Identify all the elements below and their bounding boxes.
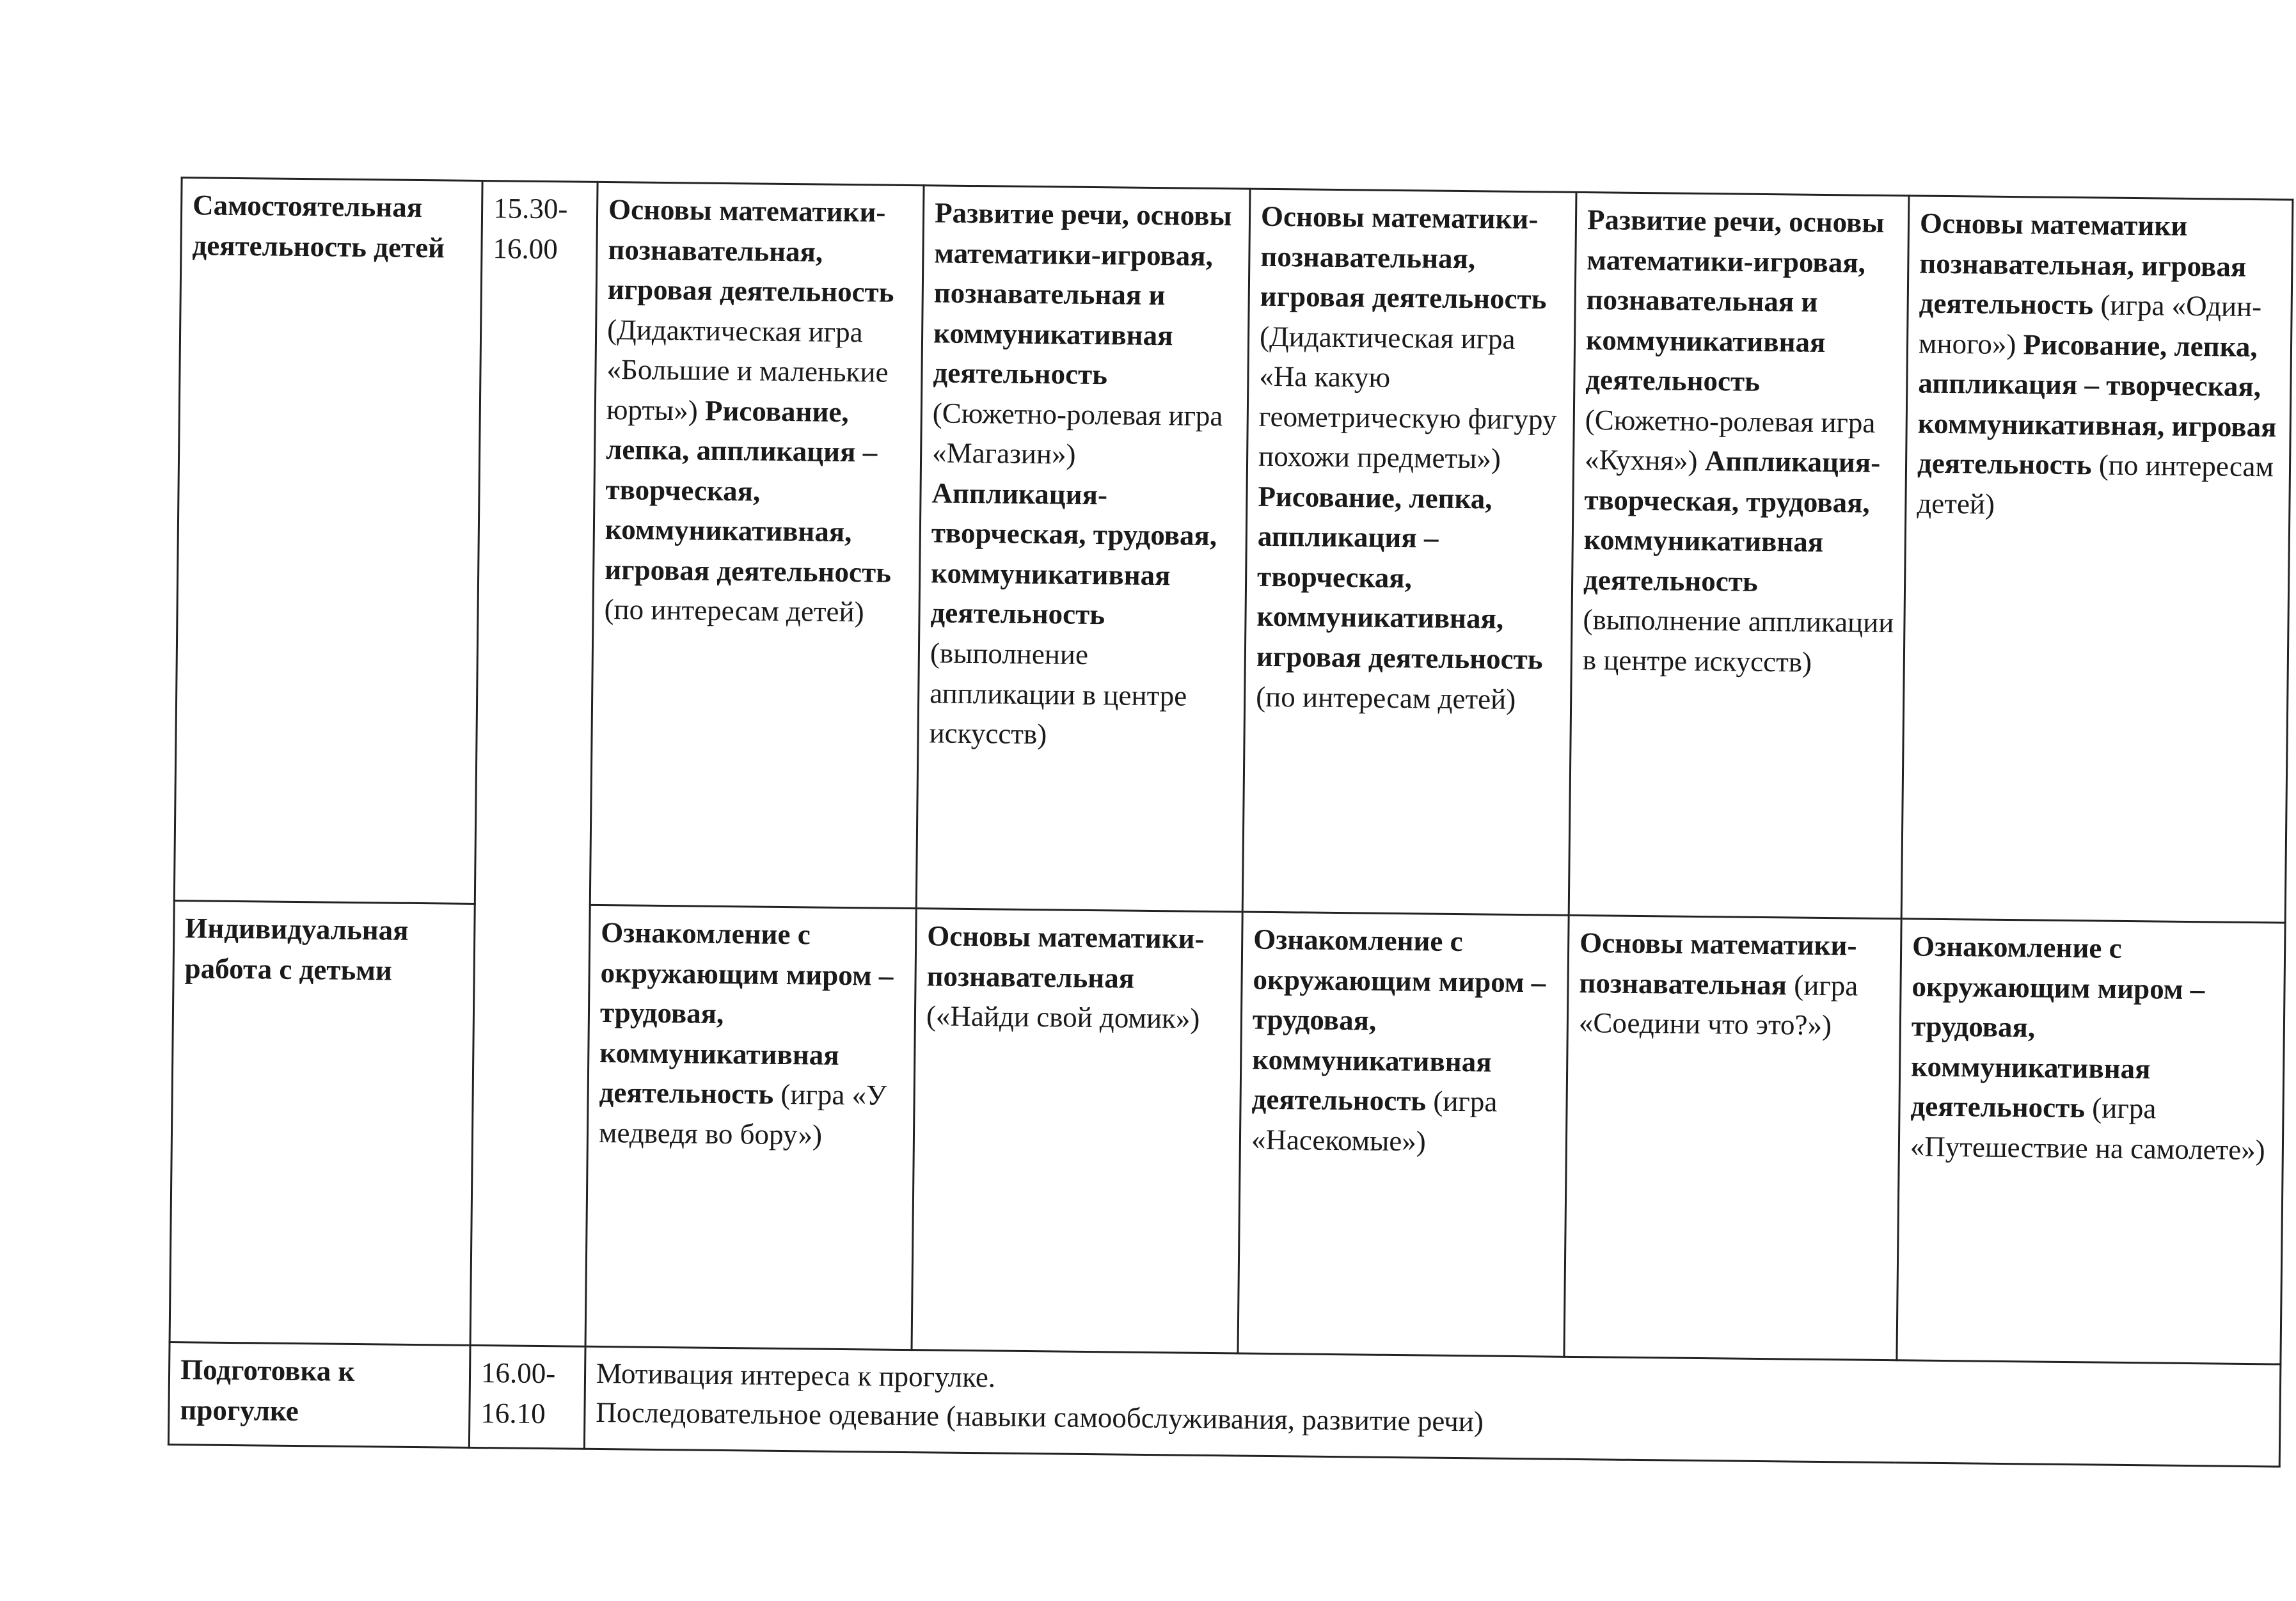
time-cell-2: 16.00-16.10 xyxy=(469,1345,585,1449)
walk-prep-line-2: Последовательное одевание (навыки самообслуживания, развитие речи) xyxy=(596,1396,1484,1438)
schedule-table xyxy=(168,177,2294,1467)
activity-note: (игра «Насекомые») xyxy=(1251,1085,1498,1158)
activity-note: (по интересам детей) xyxy=(604,593,864,628)
activity-title: Рисование, лепка, аппликация – творческая, коммуникативная, игровая деятельность xyxy=(1917,328,2277,481)
table-row-walk-prep xyxy=(168,1342,2280,1467)
activity-title: Ознакомление с окружающим миром – трудовая, коммуникативная деятельность xyxy=(1910,930,2205,1124)
activity-title: Основы математики-познавательная, игровая деятельность xyxy=(1260,200,1547,315)
activity-note: (Сюжетно-ролевая игра «Магазин») xyxy=(931,397,1223,471)
activity-cell xyxy=(916,186,1250,912)
activity-note: («Найди свой домик») xyxy=(926,1000,1200,1035)
activity-note: (Дидактическая игра «Большие и маленькие юрты») xyxy=(606,313,889,427)
activity-note: (игра «Соедини что это?») xyxy=(1578,969,1858,1042)
activity-note: (игра «У медведя во бору») xyxy=(598,1078,887,1151)
activity-title: Аппликация-творческая, трудовая, коммуникативная деятельность xyxy=(1583,445,1881,598)
activity-title: Рисование, лепка, аппликация – творческая, коммуникативная, игровая деятельность xyxy=(1256,480,1543,676)
activity-title: Основы математики-познавательная, игровая деятельность xyxy=(607,193,894,308)
row-label-individual: Индивидуальная работа с детьми xyxy=(170,901,475,1346)
activity-cell xyxy=(912,909,1242,1353)
activity-title: Основы математики-познавательная xyxy=(1579,927,1857,1001)
row-label-walk-prep: Подготовка к прогулке xyxy=(168,1342,470,1447)
row-label-independent: Самостоятельная деятельность детей xyxy=(174,178,482,904)
activity-cell xyxy=(590,182,924,908)
activity-note: (игра «Один-много») xyxy=(1918,289,2262,360)
activity-note: (Дидактическая игра «На какую геометрическую фигуру похожи предметы») xyxy=(1258,320,1557,475)
activity-note: (по интересам детей) xyxy=(1917,449,2274,520)
walk-prep-line-1: Мотивация интереса к прогулке. xyxy=(596,1357,996,1394)
activity-cell xyxy=(1242,189,1576,915)
activity-note: (игра «Путешествие на самолете») xyxy=(1910,1092,2265,1166)
table-row-independent xyxy=(174,178,2293,923)
activity-note: (выполнение аппликации в центре искусств) xyxy=(1582,603,1894,678)
activity-cell xyxy=(1569,192,1909,918)
activity-title: Развитие речи, основы математики-игровая, познавательная и коммуникативная деятельность xyxy=(1585,203,1885,398)
walk-prep-cell xyxy=(584,1346,2281,1467)
activity-cell xyxy=(1897,919,2285,1364)
activity-title: Рисование, лепка, аппликация – творческая, коммуникативная, игровая деятельность xyxy=(604,394,892,589)
activity-cell xyxy=(1901,196,2293,923)
activity-title: Основы математики-познавательная xyxy=(926,920,1205,994)
activity-title: Ознакомление с окружающим миром – трудовая, коммуникативная деятельность xyxy=(599,916,894,1111)
activity-note: (выполнение аппликации в центре искусств) xyxy=(929,637,1187,751)
time-cell-1: 15.30-16.00 xyxy=(470,180,598,1346)
activity-title: Ознакомление с окружающим миром – трудовая, коммуникативная деятельность xyxy=(1251,923,1546,1117)
activity-note: (Сюжетно-ролевая игра «Кухня») xyxy=(1584,403,1876,477)
activity-cell xyxy=(1564,915,1901,1360)
activity-title: Аппликация-творческая, трудовая, коммуникативная деятельность xyxy=(930,477,1217,631)
activity-note: (по интересам детей) xyxy=(1255,680,1516,715)
activity-cell xyxy=(585,905,916,1350)
activity-cell xyxy=(1238,912,1569,1357)
activity-title: Основы математики познавательная, игровая деятельность xyxy=(1919,207,2247,321)
activity-title: Развитие речи, основы математики-игровая, познавательная и коммуникативная деятельность xyxy=(933,196,1232,391)
